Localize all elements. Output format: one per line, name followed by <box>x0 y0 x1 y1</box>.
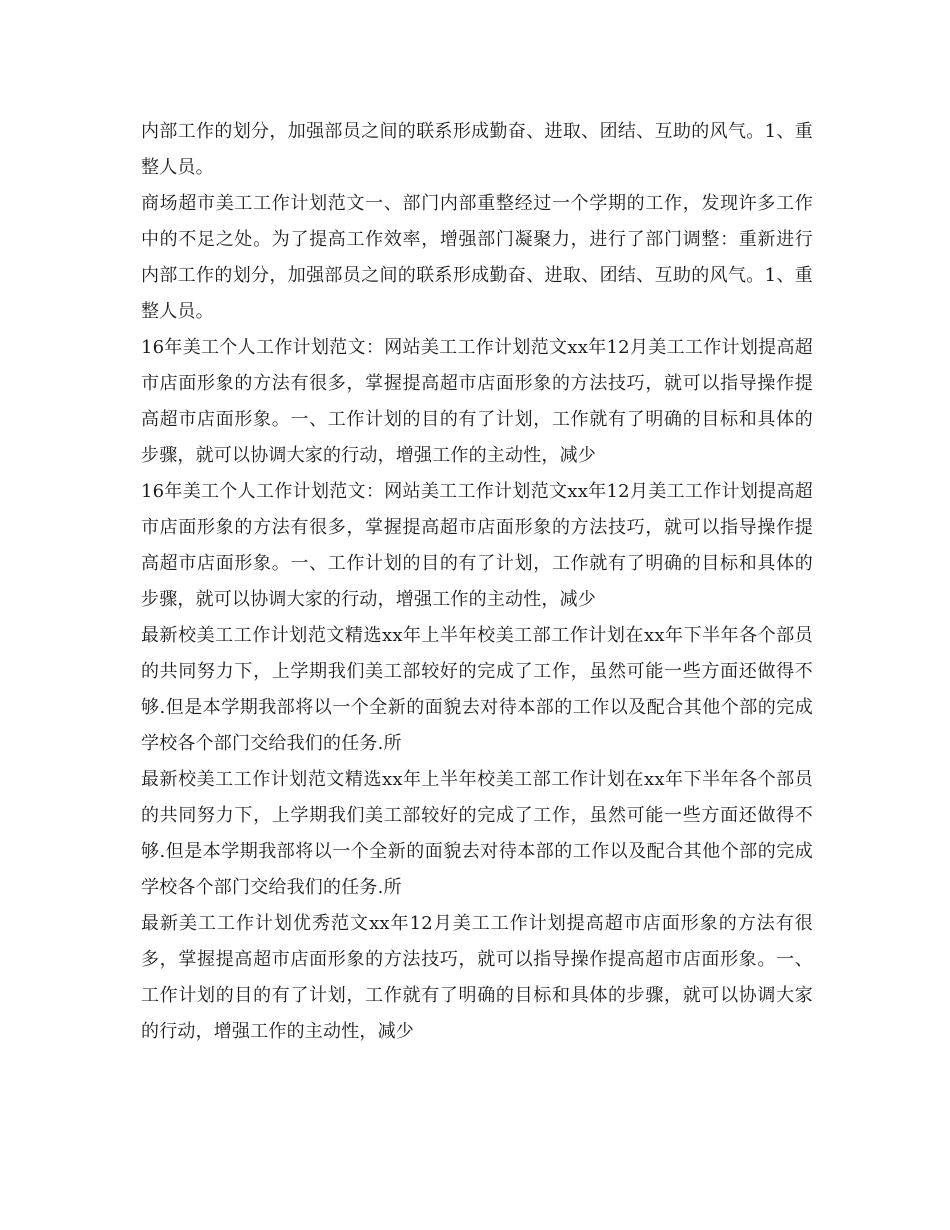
paragraph: 16年美工个人工作计划范文：网站美工工作计划范文xx年12月美工工作计划提高超市店面形象的方法有很多，掌握提高超市店面形象的方法技巧，就可以指导操作提高超市店面形象。一、工作计划的目的有了计划，工作就有了明确的目标和具体的步骤，就可以协调大家的行动，增强工作的主动性，减少 <box>141 337 813 466</box>
paragraph: 最新美工工作计划优秀范文xx年12月美工工作计划提高超市店面形象的方法有很多，掌握提高超市店面形象的方法技巧，就可以指导操作提高超市店面形象。一、工作计划的目的有了计划，工作就有了明确的目标和具体的步骤，就可以协调大家的行动，增强工作的主动性，减少 <box>141 913 813 1042</box>
paragraph: 最新校美工工作计划范文精选xx年上半年校美工部工作计划在xx年下半年各个部员的共同努力下，上学期我们美工部较好的完成了工作，虽然可能一些方面还做得不够.但是本学期我部将以一个全新的面貌去对待本部的工作以及配合其他个部的完成学校各个部门交给我们的任务.所 <box>141 769 813 898</box>
paragraph: 最新校美工工作计划范文精选xx年上半年校美工部工作计划在xx年下半年各个部员的共同努力下，上学期我们美工部较好的完成了工作，虽然可能一些方面还做得不够.但是本学期我部将以一个全新的面貌去对待本部的工作以及配合其他个部的完成学校各个部门交给我们的任务.所 <box>141 625 813 754</box>
document-body <box>141 114 813 1050</box>
paragraph: 内部工作的划分，加强部员之间的联系形成勤奋、进取、团结、互助的风气。1、重整人员。 <box>141 121 813 178</box>
paragraph: 16年美工个人工作计划范文：网站美工工作计划范文xx年12月美工工作计划提高超市店面形象的方法有很多，掌握提高超市店面形象的方法技巧，就可以指导操作提高超市店面形象。一、工作计划的目的有了计划，工作就有了明确的目标和具体的步骤，就可以协调大家的行动，增强工作的主动性，减少 <box>141 481 813 610</box>
paragraph: 商场超市美工工作计划范文一、部门内部重整经过一个学期的工作，发现许多工作中的不足之处。为了提高工作效率，增强部门凝聚力，进行了部门调整：重新进行内部工作的划分，加强部员之间的联系形成勤奋、进取、团结、互助的风气。1、重整人员。 <box>141 193 813 322</box>
